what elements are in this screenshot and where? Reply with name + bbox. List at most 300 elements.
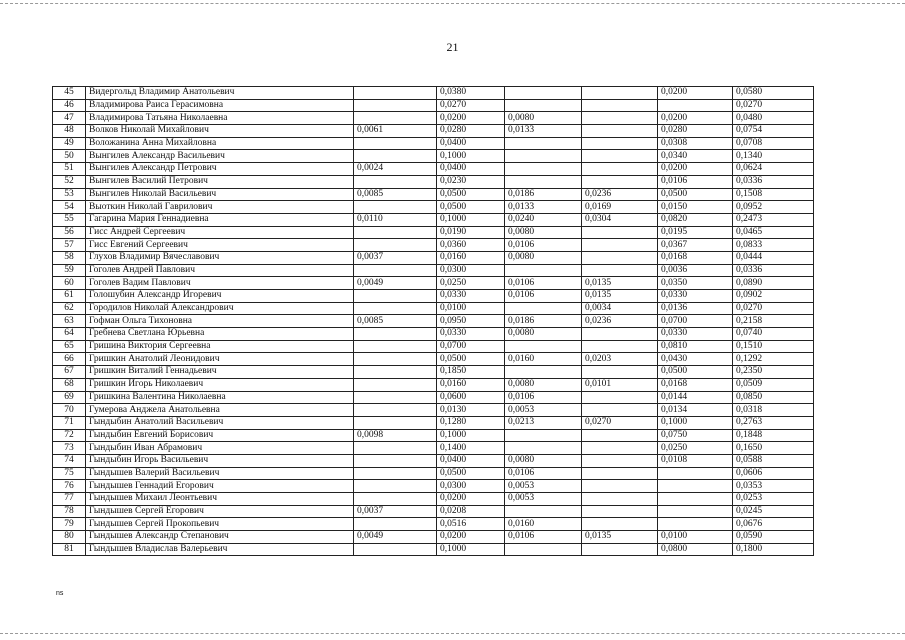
value-col-4: 0,0169 xyxy=(582,201,658,214)
value-col-3: 0,0053 xyxy=(505,480,582,493)
value-col-3: 0,0053 xyxy=(505,493,582,506)
value-col-4 xyxy=(582,87,658,100)
value-col-1 xyxy=(354,201,437,214)
table-row xyxy=(53,404,814,417)
value-col-2: 0,0280 xyxy=(437,125,505,138)
table-row xyxy=(53,543,814,556)
value-col-3: 0,0106 xyxy=(505,290,582,303)
value-col-2: 0,1000 xyxy=(437,543,505,556)
value-col-2: 0,1280 xyxy=(437,416,505,429)
value-col-3: 0,0133 xyxy=(505,125,582,138)
table-row xyxy=(53,87,814,100)
row-number: 57 xyxy=(53,239,86,252)
total-value: 0,0708 xyxy=(733,137,814,150)
value-col-2: 0,0300 xyxy=(437,264,505,277)
table-row xyxy=(53,467,814,480)
person-name: Гындышев Валерий Васильевич xyxy=(86,467,354,480)
value-col-5: 0,0500 xyxy=(658,366,733,379)
person-name: Волков Николай Михайлович xyxy=(86,125,354,138)
value-col-4: 0,0236 xyxy=(582,188,658,201)
person-name: Гындышев Александр Степанович xyxy=(86,531,354,544)
value-col-1: 0,0049 xyxy=(354,277,437,290)
value-col-1: 0,0085 xyxy=(354,315,437,328)
value-col-3: 0,0080 xyxy=(505,251,582,264)
row-number: 58 xyxy=(53,251,86,264)
table-row xyxy=(53,112,814,125)
value-col-3 xyxy=(505,366,582,379)
shares-table xyxy=(52,86,814,556)
value-col-3: 0,0106 xyxy=(505,467,582,480)
person-name: Вынгилев Александр Васильевич xyxy=(86,150,354,163)
value-col-2: 0,0330 xyxy=(437,290,505,303)
value-col-2: 0,0160 xyxy=(437,251,505,264)
value-col-5: 0,0810 xyxy=(658,340,733,353)
value-col-1: 0,0085 xyxy=(354,188,437,201)
row-number: 56 xyxy=(53,226,86,239)
row-number: 69 xyxy=(53,391,86,404)
value-col-5: 0,0308 xyxy=(658,137,733,150)
value-col-4 xyxy=(582,163,658,176)
value-col-5: 0,0800 xyxy=(658,543,733,556)
value-col-4 xyxy=(582,175,658,188)
table-row xyxy=(53,378,814,391)
value-col-5: 0,0350 xyxy=(658,277,733,290)
value-col-4 xyxy=(582,366,658,379)
table-row xyxy=(53,188,814,201)
value-col-1 xyxy=(354,112,437,125)
person-name: Вынгилев Василий Петрович xyxy=(86,175,354,188)
row-number: 76 xyxy=(53,480,86,493)
value-col-3: 0,0213 xyxy=(505,416,582,429)
row-number: 63 xyxy=(53,315,86,328)
value-col-1 xyxy=(354,366,437,379)
table-row xyxy=(53,391,814,404)
total-value: 0,1800 xyxy=(733,543,814,556)
value-col-4 xyxy=(582,429,658,442)
value-col-2: 0,0160 xyxy=(437,378,505,391)
row-number: 62 xyxy=(53,302,86,315)
value-col-4 xyxy=(582,404,658,417)
total-value: 0,0336 xyxy=(733,264,814,277)
person-name: Голошубин Александр Игоревич xyxy=(86,290,354,303)
table-row xyxy=(53,226,814,239)
value-col-1 xyxy=(354,518,437,531)
row-number: 77 xyxy=(53,493,86,506)
value-col-2: 0,0400 xyxy=(437,454,505,467)
table-row xyxy=(53,493,814,506)
row-number: 75 xyxy=(53,467,86,480)
person-name: Гындышев Владислав Валерьевич xyxy=(86,543,354,556)
person-name: Воложанина Анна Михайловна xyxy=(86,137,354,150)
value-col-4 xyxy=(582,112,658,125)
value-col-5: 0,0820 xyxy=(658,213,733,226)
value-col-3 xyxy=(505,175,582,188)
table-row xyxy=(53,454,814,467)
value-col-4 xyxy=(582,480,658,493)
row-number: 46 xyxy=(53,99,86,112)
total-value: 0,0833 xyxy=(733,239,814,252)
value-col-4 xyxy=(582,391,658,404)
table-row xyxy=(53,264,814,277)
value-col-5 xyxy=(658,505,733,518)
value-col-1: 0,0024 xyxy=(354,163,437,176)
value-col-2: 0,0130 xyxy=(437,404,505,417)
value-col-2: 0,0208 xyxy=(437,505,505,518)
table-row xyxy=(53,353,814,366)
value-col-4: 0,0135 xyxy=(582,531,658,544)
value-col-2: 0,0500 xyxy=(437,201,505,214)
person-name: Гришина Виктория Сергеевна xyxy=(86,340,354,353)
value-col-2: 0,0600 xyxy=(437,391,505,404)
value-col-1: 0,0098 xyxy=(354,429,437,442)
value-col-2: 0,1000 xyxy=(437,150,505,163)
value-col-2: 0,1000 xyxy=(437,213,505,226)
scan-top-edge xyxy=(0,3,905,4)
value-col-2: 0,0250 xyxy=(437,277,505,290)
total-value: 0,1510 xyxy=(733,340,814,353)
total-value: 0,1848 xyxy=(733,429,814,442)
value-col-2: 0,0230 xyxy=(437,175,505,188)
value-col-1: 0,0037 xyxy=(354,505,437,518)
person-name: Гоголев Вадим Павлович xyxy=(86,277,354,290)
row-number: 49 xyxy=(53,137,86,150)
table-row xyxy=(53,201,814,214)
value-col-1 xyxy=(354,404,437,417)
total-value: 0,0480 xyxy=(733,112,814,125)
row-number: 51 xyxy=(53,163,86,176)
table-row xyxy=(53,315,814,328)
row-number: 45 xyxy=(53,87,86,100)
value-col-3: 0,0106 xyxy=(505,277,582,290)
value-col-3 xyxy=(505,505,582,518)
value-col-1 xyxy=(354,150,437,163)
total-value: 0,0890 xyxy=(733,277,814,290)
value-col-1: 0,0049 xyxy=(354,531,437,544)
value-col-2: 0,0100 xyxy=(437,302,505,315)
row-number: 55 xyxy=(53,213,86,226)
value-col-5: 0,0200 xyxy=(658,112,733,125)
total-value: 0,0336 xyxy=(733,175,814,188)
row-number: 53 xyxy=(53,188,86,201)
value-col-3 xyxy=(505,99,582,112)
total-value: 0,0606 xyxy=(733,467,814,480)
value-col-2: 0,0200 xyxy=(437,493,505,506)
table-row xyxy=(53,175,814,188)
value-col-3: 0,0080 xyxy=(505,378,582,391)
value-col-1 xyxy=(354,264,437,277)
table-row xyxy=(53,99,814,112)
page-number: 21 xyxy=(446,40,459,54)
total-value: 0,0253 xyxy=(733,493,814,506)
value-col-5: 0,0500 xyxy=(658,188,733,201)
row-number: 61 xyxy=(53,290,86,303)
value-col-2: 0,0330 xyxy=(437,328,505,341)
value-col-4: 0,0101 xyxy=(582,378,658,391)
value-col-2: 0,0500 xyxy=(437,353,505,366)
person-name: Вынгилев Александр Петрович xyxy=(86,163,354,176)
value-col-3 xyxy=(505,340,582,353)
person-name: Гумерова Анджела Анатольевна xyxy=(86,404,354,417)
value-col-4 xyxy=(582,328,658,341)
total-value: 0,0676 xyxy=(733,518,814,531)
value-col-2: 0,0200 xyxy=(437,531,505,544)
value-col-2: 0,1000 xyxy=(437,429,505,442)
value-col-4 xyxy=(582,226,658,239)
row-number: 65 xyxy=(53,340,86,353)
value-col-1 xyxy=(354,480,437,493)
table-row xyxy=(53,328,814,341)
value-col-5: 0,0367 xyxy=(658,239,733,252)
value-col-1 xyxy=(354,302,437,315)
row-number: 79 xyxy=(53,518,86,531)
total-value: 0,2473 xyxy=(733,213,814,226)
value-col-5 xyxy=(658,518,733,531)
table-row xyxy=(53,531,814,544)
value-col-3 xyxy=(505,150,582,163)
row-number: 78 xyxy=(53,505,86,518)
value-col-5: 0,0330 xyxy=(658,290,733,303)
value-col-4 xyxy=(582,493,658,506)
table-row xyxy=(53,518,814,531)
value-col-1 xyxy=(354,416,437,429)
value-col-4: 0,0304 xyxy=(582,213,658,226)
value-col-4 xyxy=(582,454,658,467)
value-col-5: 0,0108 xyxy=(658,454,733,467)
table-row xyxy=(53,416,814,429)
value-col-2: 0,0500 xyxy=(437,467,505,480)
value-col-2: 0,0380 xyxy=(437,87,505,100)
total-value: 0,0902 xyxy=(733,290,814,303)
value-col-4 xyxy=(582,137,658,150)
value-col-4: 0,0135 xyxy=(582,290,658,303)
value-col-2: 0,0270 xyxy=(437,99,505,112)
person-name: Гришкин Виталий Геннадьевич xyxy=(86,366,354,379)
total-value: 0,0270 xyxy=(733,302,814,315)
value-col-4 xyxy=(582,125,658,138)
row-number: 54 xyxy=(53,201,86,214)
value-col-3 xyxy=(505,137,582,150)
value-col-1 xyxy=(354,391,437,404)
total-value: 0,2350 xyxy=(733,366,814,379)
total-value: 0,0754 xyxy=(733,125,814,138)
value-col-3 xyxy=(505,543,582,556)
total-value: 0,1340 xyxy=(733,150,814,163)
table-row xyxy=(53,277,814,290)
value-col-2: 0,1850 xyxy=(437,366,505,379)
person-name: Гындыбин Иван Абрамович xyxy=(86,442,354,455)
value-col-4: 0,0135 xyxy=(582,277,658,290)
value-col-1: 0,0037 xyxy=(354,251,437,264)
row-number: 66 xyxy=(53,353,86,366)
value-col-5: 0,0280 xyxy=(658,125,733,138)
table-row xyxy=(53,137,814,150)
value-col-3: 0,0106 xyxy=(505,531,582,544)
total-value: 0,0580 xyxy=(733,87,814,100)
value-col-3: 0,0106 xyxy=(505,239,582,252)
value-col-2: 0,0360 xyxy=(437,239,505,252)
row-number: 72 xyxy=(53,429,86,442)
value-col-2: 0,0700 xyxy=(437,340,505,353)
value-col-3: 0,0240 xyxy=(505,213,582,226)
value-col-5: 0,0430 xyxy=(658,353,733,366)
table-row xyxy=(53,429,814,442)
table-row xyxy=(53,480,814,493)
value-col-1 xyxy=(354,137,437,150)
value-col-3: 0,0160 xyxy=(505,518,582,531)
total-value: 0,0270 xyxy=(733,99,814,112)
value-col-1 xyxy=(354,442,437,455)
total-value: 0,1650 xyxy=(733,442,814,455)
table-row xyxy=(53,302,814,315)
value-col-5: 0,0750 xyxy=(658,429,733,442)
person-name: Владимирова Раиса Герасимовна xyxy=(86,99,354,112)
value-col-5: 0,0195 xyxy=(658,226,733,239)
value-col-3: 0,0080 xyxy=(505,454,582,467)
row-number: 67 xyxy=(53,366,86,379)
value-col-1 xyxy=(354,454,437,467)
person-name: Гребнева Светлана Юрьевна xyxy=(86,328,354,341)
table-row xyxy=(53,150,814,163)
value-col-2: 0,0190 xyxy=(437,226,505,239)
value-col-4: 0,0203 xyxy=(582,353,658,366)
total-value: 0,0318 xyxy=(733,404,814,417)
value-col-3 xyxy=(505,442,582,455)
value-col-3: 0,0080 xyxy=(505,112,582,125)
value-col-1 xyxy=(354,543,437,556)
value-col-5: 0,0340 xyxy=(658,150,733,163)
row-number: 81 xyxy=(53,543,86,556)
value-col-3: 0,0133 xyxy=(505,201,582,214)
value-col-1 xyxy=(354,328,437,341)
person-name: Гындышев Сергей Прокопьевич xyxy=(86,518,354,531)
value-col-5: 0,0036 xyxy=(658,264,733,277)
table-row xyxy=(53,125,814,138)
person-name: Вынгилев Николай Васильевич xyxy=(86,188,354,201)
value-col-3 xyxy=(505,429,582,442)
value-col-1 xyxy=(354,467,437,480)
value-col-3: 0,0106 xyxy=(505,391,582,404)
row-number: 50 xyxy=(53,150,86,163)
value-col-4 xyxy=(582,340,658,353)
value-col-5: 0,1000 xyxy=(658,416,733,429)
table-row xyxy=(53,251,814,264)
scan-bottom-edge xyxy=(0,633,905,634)
total-value: 0,0353 xyxy=(733,480,814,493)
row-number: 68 xyxy=(53,378,86,391)
person-name: Гындыбин Евгений Борисович xyxy=(86,429,354,442)
value-col-5: 0,0168 xyxy=(658,251,733,264)
value-col-5: 0,0168 xyxy=(658,378,733,391)
value-col-3 xyxy=(505,264,582,277)
value-col-3 xyxy=(505,87,582,100)
row-number: 71 xyxy=(53,416,86,429)
value-col-3: 0,0053 xyxy=(505,404,582,417)
row-number: 60 xyxy=(53,277,86,290)
value-col-1: 0,0061 xyxy=(354,125,437,138)
value-col-2: 0,0400 xyxy=(437,137,505,150)
value-col-2: 0,0300 xyxy=(437,480,505,493)
person-name: Гындыбин Игорь Васильевич xyxy=(86,454,354,467)
value-col-4: 0,0270 xyxy=(582,416,658,429)
value-col-1 xyxy=(354,87,437,100)
total-value: 0,0850 xyxy=(733,391,814,404)
footer-mark: ns xyxy=(56,590,64,597)
person-name: Гоголев Андрей Павлович xyxy=(86,264,354,277)
person-name: Глухов Владимир Вячеславович xyxy=(86,251,354,264)
table-row xyxy=(53,239,814,252)
value-col-5: 0,0106 xyxy=(658,175,733,188)
value-col-2: 0,0516 xyxy=(437,518,505,531)
value-col-3: 0,0186 xyxy=(505,188,582,201)
value-col-5: 0,0144 xyxy=(658,391,733,404)
value-col-1 xyxy=(354,353,437,366)
value-col-3: 0,0160 xyxy=(505,353,582,366)
row-number: 80 xyxy=(53,531,86,544)
value-col-3: 0,0080 xyxy=(505,328,582,341)
value-col-4 xyxy=(582,518,658,531)
table-row xyxy=(53,366,814,379)
value-col-4 xyxy=(582,467,658,480)
total-value: 0,0245 xyxy=(733,505,814,518)
table-row xyxy=(53,340,814,353)
total-value: 0,0444 xyxy=(733,251,814,264)
total-value: 0,2158 xyxy=(733,315,814,328)
value-col-5: 0,0330 xyxy=(658,328,733,341)
person-name: Видергольд Владимир Анатольевич xyxy=(86,87,354,100)
total-value: 0,0740 xyxy=(733,328,814,341)
value-col-4 xyxy=(582,264,658,277)
row-number: 52 xyxy=(53,175,86,188)
value-col-5: 0,0700 xyxy=(658,315,733,328)
person-name: Гындышев Сергей Егорович xyxy=(86,505,354,518)
value-col-2: 0,0200 xyxy=(437,112,505,125)
value-col-4: 0,0034 xyxy=(582,302,658,315)
value-col-4 xyxy=(582,442,658,455)
value-col-5: 0,0100 xyxy=(658,531,733,544)
table-row xyxy=(53,163,814,176)
value-col-5 xyxy=(658,467,733,480)
value-col-3 xyxy=(505,163,582,176)
person-name: Владимирова Татьяна Николаевна xyxy=(86,112,354,125)
value-col-1 xyxy=(354,175,437,188)
value-col-1: 0,0110 xyxy=(354,213,437,226)
value-col-5: 0,0200 xyxy=(658,163,733,176)
person-name: Гофман Ольга Тихоновна xyxy=(86,315,354,328)
table-row xyxy=(53,442,814,455)
value-col-1 xyxy=(354,340,437,353)
value-col-5: 0,0200 xyxy=(658,87,733,100)
value-col-1 xyxy=(354,239,437,252)
row-number: 74 xyxy=(53,454,86,467)
total-value: 0,0588 xyxy=(733,454,814,467)
total-value: 0,1292 xyxy=(733,353,814,366)
value-col-4 xyxy=(582,150,658,163)
row-number: 64 xyxy=(53,328,86,341)
value-col-5: 0,0150 xyxy=(658,201,733,214)
value-col-5 xyxy=(658,99,733,112)
value-col-4 xyxy=(582,251,658,264)
person-name: Гындыбин Анатолий Васильевич xyxy=(86,416,354,429)
value-col-3 xyxy=(505,302,582,315)
value-col-3: 0,0080 xyxy=(505,226,582,239)
person-name: Гришкин Анатолий Леонидович xyxy=(86,353,354,366)
value-col-5 xyxy=(658,493,733,506)
value-col-5: 0,0250 xyxy=(658,442,733,455)
row-number: 70 xyxy=(53,404,86,417)
value-col-1 xyxy=(354,493,437,506)
person-name: Гисс Евгений Сергеевич xyxy=(86,239,354,252)
person-name: Гындышев Михаил Леонтьевич xyxy=(86,493,354,506)
